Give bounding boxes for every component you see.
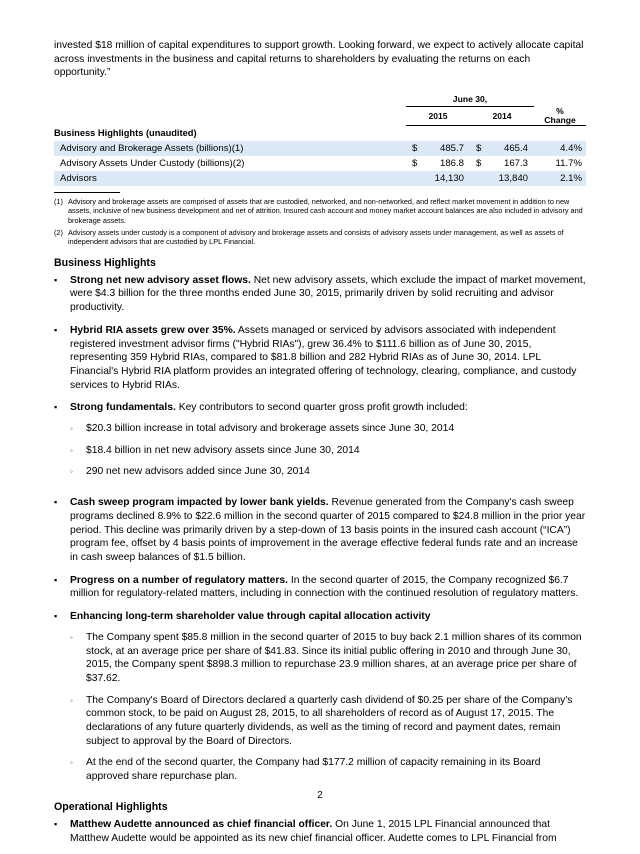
circle-bullet-icon: ◦ — [70, 424, 73, 434]
currency-symbol: $ — [476, 157, 482, 169]
footnote — [54, 228, 586, 247]
bullet-paragraph — [70, 496, 586, 565]
footnote-marker: (1) — [54, 196, 63, 206]
sub-item-text: The Company's Board of Directors declared a quarterly cash dividend of $0.25 per share of the Company's common stock, to be paid on August 28, 2015, to all shareholders of record as of August 17, 2015. The declarations of any future quarterly dividends, as well as the timing of record and payment dates, remain subject to approval by the Board of Directors. — [86, 694, 573, 747]
footnote-text: Advisory assets under custody is a component of advisory and brokerage assets and consists of advisory assets under management, as well as assets of independent advisors that are custodied by LPL Financial. — [68, 227, 564, 247]
bullet-text — [70, 574, 586, 601]
bullet-paragraph — [70, 610, 586, 624]
circle-bullet-icon: ◦ — [70, 632, 73, 642]
footnote — [54, 197, 586, 226]
row-label: Advisors — [54, 171, 406, 186]
percent-change: 11.7% — [555, 157, 582, 169]
bullet-text — [70, 496, 586, 565]
bullet-text — [70, 401, 586, 487]
table-row — [54, 171, 586, 186]
sub-list — [70, 422, 586, 479]
operational-highlights-list — [54, 818, 586, 845]
bullet-square-icon: ▪ — [54, 611, 58, 622]
business-highlights-table — [54, 92, 586, 186]
bullet-text — [70, 324, 586, 393]
bullet-lead: Cash sweep program impacted by lower bank yields. — [70, 497, 329, 509]
currency-symbol — [406, 171, 418, 186]
value-2015: 485.7 — [418, 141, 470, 156]
bullet-lead: Hybrid RIA assets grew over 35%. — [70, 324, 236, 336]
operational-highlights-heading: Operational Highlights — [54, 800, 168, 813]
sub-item-text: At the end of the second quarter, the Company had $177.2 million of capacity remaining in its Board approved share repurchase plan. — [86, 757, 541, 783]
value-2014: 167.3 — [503, 157, 528, 169]
intro-paragraph: invested $18 million of capital expenditures to support growth. Looking forward, we expect to actively allocate capital across investments in the business and capital returns to shareholders by evaluating the returns on each opportunity.” — [54, 40, 584, 79]
sub-list-item — [70, 465, 586, 479]
currency-symbol: $ — [406, 141, 418, 156]
bullet-square-icon: ▪ — [54, 574, 58, 585]
circle-bullet-icon: ◦ — [70, 695, 73, 705]
bullet-lead: Matthew Audette announced as chief financial officer. — [70, 818, 333, 830]
circle-bullet-icon: ◦ — [70, 758, 73, 768]
list-item — [54, 274, 586, 315]
period-header: June 30, — [406, 92, 534, 107]
sub-list — [70, 631, 586, 784]
bullet-text — [70, 818, 586, 845]
circle-bullet-icon: ◦ — [70, 445, 73, 455]
percent-change: 2.1% — [534, 171, 586, 186]
bullet-square-icon: ▪ — [54, 324, 58, 335]
bullet-text — [70, 610, 586, 792]
sub-item-text: 290 net new advisors added since June 30, 2014 — [86, 466, 310, 478]
value-2014: 465.4 — [482, 141, 534, 156]
circle-bullet-icon: ◦ — [70, 467, 73, 477]
list-item — [54, 610, 586, 792]
bullet-paragraph — [70, 818, 586, 845]
row-label: Advisory Assets Under Custody (billions)(2) — [60, 157, 245, 169]
column-header-change: % Change — [534, 107, 586, 126]
currency-symbol — [470, 171, 482, 186]
footnote-divider — [54, 192, 120, 193]
bullet-body: Net new advisory assets, which exclude the impact of market movement, were $4.3 billion for the three months ended June 30, 2015, primarily driven by solid recruiting and advisor productivity. — [70, 274, 586, 314]
bullet-body: In the second quarter of 2015, the Company recognized $6.7 million for regulatory-related matters, including in connection with the continued resolution of regulatory matters. — [70, 574, 579, 600]
bullet-body: Assets managed or serviced by advisors associated with independent registered investment advisor firms ("Hybrid RIAs"), grew 36.4% to $111.6 billion as of June 30, 2015, representing 359 Hybrid RIAs, compared to $81.8 billion and 282 Hybrid RIAs as of June 30, 2014. LPL Financial's Hybrid RIA platform provides an integrated offering of technology, clearing, compliance, and custody services to Hybrid RIAs. — [70, 324, 577, 391]
document-page — [54, 39, 586, 854]
page-number: 2 — [317, 790, 323, 801]
table-row — [54, 156, 586, 171]
row-label: Advisory and Brokerage Assets (billions)(1) — [54, 141, 406, 156]
bullet-body: Revenue generated from the Company's cash sweep programs declined 8.9% to $22.6 million in the second quarter of 2015 compared to $24.8 million in the prior year period. This decline was primarily driven by a step-down of 13 basis points in the insured cash account (“ICA”) program fee, offset by 4 basis points of improvement in the average effective federal funds rate and an increase in cash sweep balances of $1.5 billion. — [70, 497, 586, 563]
bullet-lead: Enhancing long-term shareholder value through capital allocation activity — [70, 611, 431, 623]
bullet-paragraph — [70, 574, 586, 601]
sub-list-item — [70, 422, 586, 436]
table-section-label: Business Highlights (unaudited) — [54, 128, 197, 139]
list-item — [54, 574, 586, 601]
bullet-lead: Strong fundamentals. — [70, 402, 176, 414]
value-2015: 14,130 — [418, 171, 470, 186]
sub-list-item — [70, 694, 586, 749]
sub-item-text: $20.3 billion increase in total advisory and brokerage assets since June 30, 2014 — [86, 423, 455, 435]
sub-item-text: $18.4 billion in net new advisory assets since June 30, 2014 — [86, 444, 360, 456]
list-item — [54, 818, 586, 845]
percent-change: 4.4% — [534, 141, 586, 156]
bullet-body: On June 1, 2015 LPL Financial announced that Matthew Audette would be appointed as its new chief financial officer. Audette comes to LPL Financial from — [70, 818, 557, 844]
bullet-text — [70, 274, 586, 315]
column-header-2014: 2014 — [470, 107, 534, 126]
bullet-body: Key contributors to second quarter gross profit growth included: — [175, 402, 468, 414]
currency-symbol: $ — [470, 141, 482, 156]
sub-list-item — [70, 756, 586, 783]
sub-list-item — [70, 444, 586, 458]
bullet-square-icon: ▪ — [54, 402, 58, 413]
bullet-lead: Strong net new advisory asset flows. — [70, 274, 251, 286]
bullet-square-icon: ▪ — [54, 818, 58, 829]
bullet-square-icon: ▪ — [54, 497, 58, 508]
value-2015: 186.8 — [439, 157, 464, 169]
bullet-paragraph — [70, 274, 586, 315]
footnote-marker: (2) — [54, 227, 63, 237]
footnotes — [54, 197, 586, 247]
bullet-lead: Progress on a number of regulatory matters. — [70, 574, 289, 586]
bullet-paragraph — [70, 401, 586, 415]
list-item — [54, 324, 586, 393]
sub-list-item — [70, 631, 586, 686]
bullet-paragraph — [70, 324, 586, 393]
sub-item-text: The Company spent $85.8 million in the second quarter of 2015 to buy back 2.1 million shares of its common stock, at an average price per share of $41.83. Since its initial public offering in 2010 and through June 30, 2015, the Company spent $898.3 million to repurchase 23.9 million shares, at an average price per share of $37.62. — [86, 631, 582, 684]
business-highlights-heading: Business Highlights — [54, 256, 156, 269]
currency-symbol: $ — [412, 157, 418, 169]
list-item — [54, 401, 586, 487]
value-2014: 13,840 — [482, 171, 534, 186]
column-header-2015: 2015 — [406, 107, 470, 126]
table-row — [54, 141, 586, 156]
business-highlights-list — [54, 274, 586, 792]
footnote-text: Advisory and brokerage assets are comprised of assets that are custodied, networked, and non-networked, and reflect market movement in addition to new assets, inclusive of new business development and net of attrition. Insured cash account and money market account balances are also included in advisory and brokerage assets. — [68, 196, 583, 225]
bullet-square-icon: ▪ — [54, 274, 58, 285]
list-item — [54, 496, 586, 565]
